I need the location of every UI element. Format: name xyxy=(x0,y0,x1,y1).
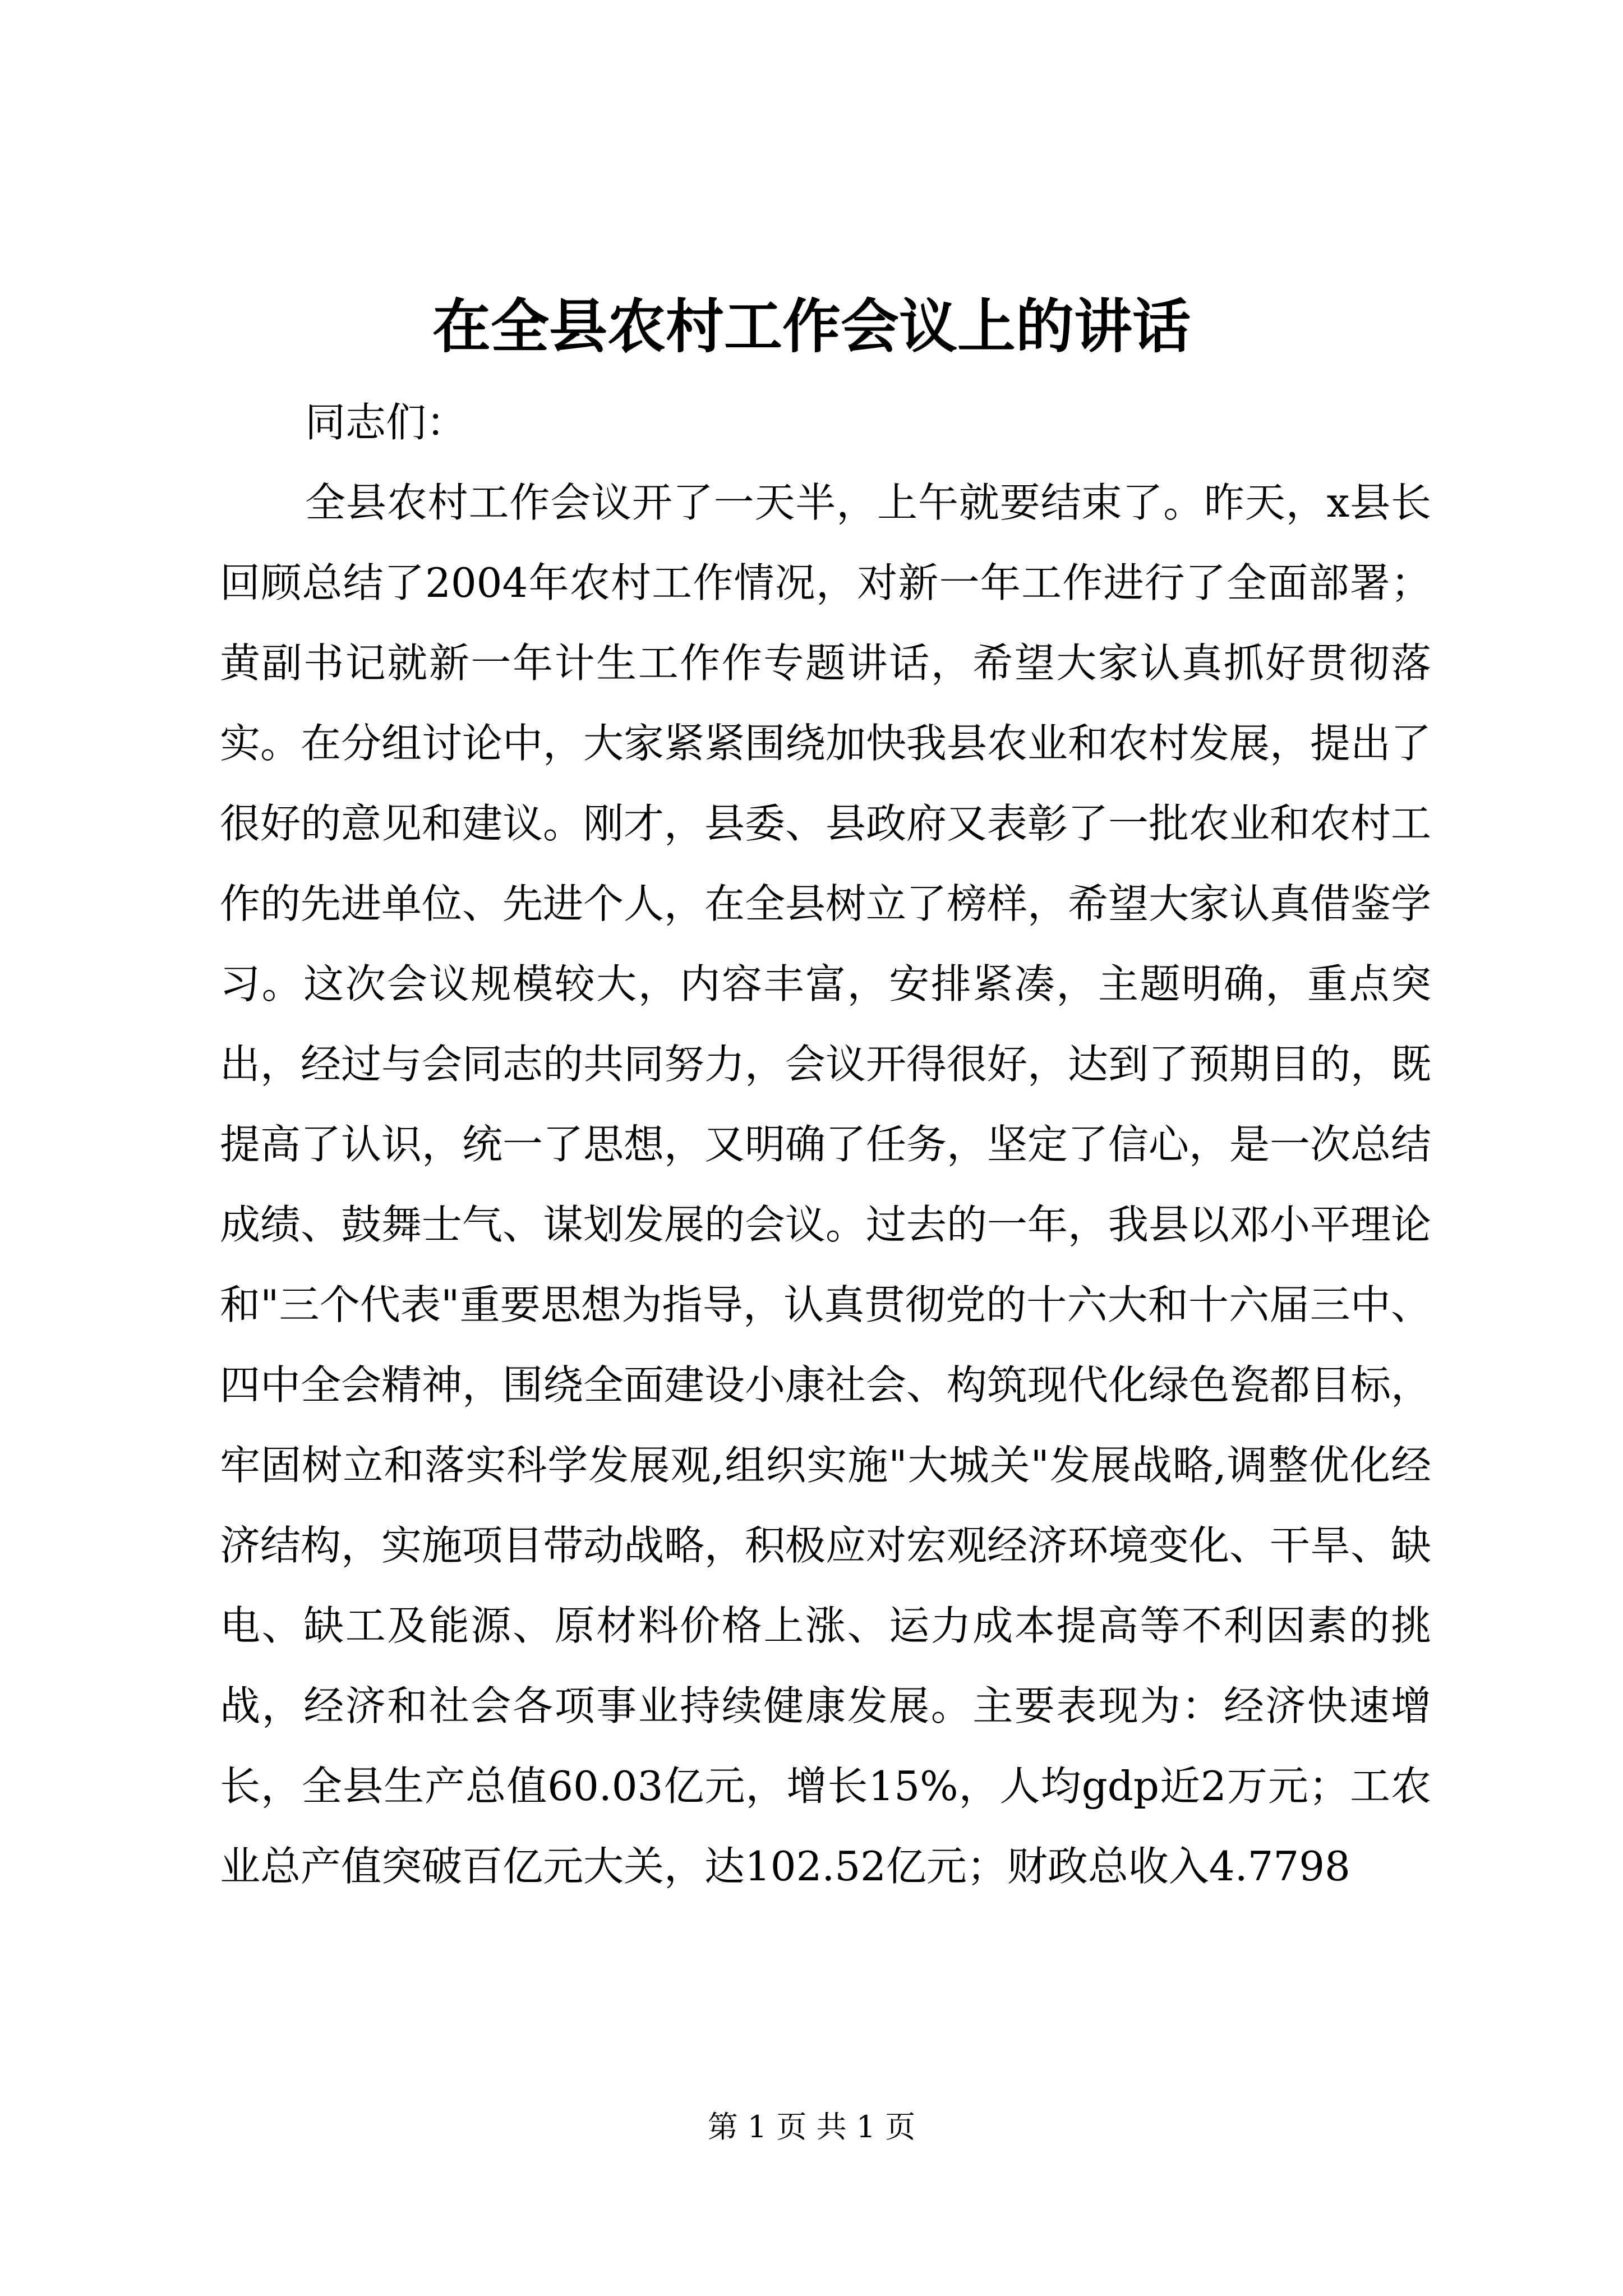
salutation: 同志们： xyxy=(305,399,467,446)
page-footer: 第 1 页 共 1 页 xyxy=(707,2109,916,2145)
document-body xyxy=(220,383,1431,2067)
body-paragraph: 全县农村工作会议开了一天半，上午就要结束了。昨天，x县长回顾总结了2004年农村工作情况，对新一年工作进行了全面部署；黄副书记就新一年计生工作作专题讲话，希望大家认真抓好贯彻落实。在分组讨论中，大家紧紧围绕加快我县农业和农村发展，提出了很好的意见和建议。刚才，县委、县政府又表彰了一批农业和农村工作的先进单位、先进个人，在全县树立了榜样，希望大家认真借鉴学习。这次会议规模较大，内容丰富，安排紧凑，主题明确，重点突出，经过与会同志的共同努力，会议开得很好，达到了预期目的，既提高了认识，统一了思想，又明确了任务，坚定了信心，是一次总结成绩、鼓舞士气、谋划发展的会议。过去的一年，我县以邓小平理论和"三个代表"重要思想为指导，认真贯彻党的十六大和十六届三中、四中全会精神，围绕全面建设小康社会、构筑现代化绿色瓷都目标，牢固树立和落实科学发展观,组织实施"大城关"发展战略,调整优化经济结构，实施项目带动战略，积极应对宏观经济环境变化、干旱、缺电、缺工及能源、原材料价格上涨、运力成本提高等不利因素的挑战，经济和社会各项事业持续健康发展。主要表现为：经济快速增长，全县生产总值60.03亿元，增长15%，人均gdp近2万元；工农业总产值突破百亿元大关，达102.52亿元；财政总收入4.7798 xyxy=(220,479,1431,1890)
document-title: 在全县农村工作会议上的讲话 xyxy=(432,292,1191,361)
